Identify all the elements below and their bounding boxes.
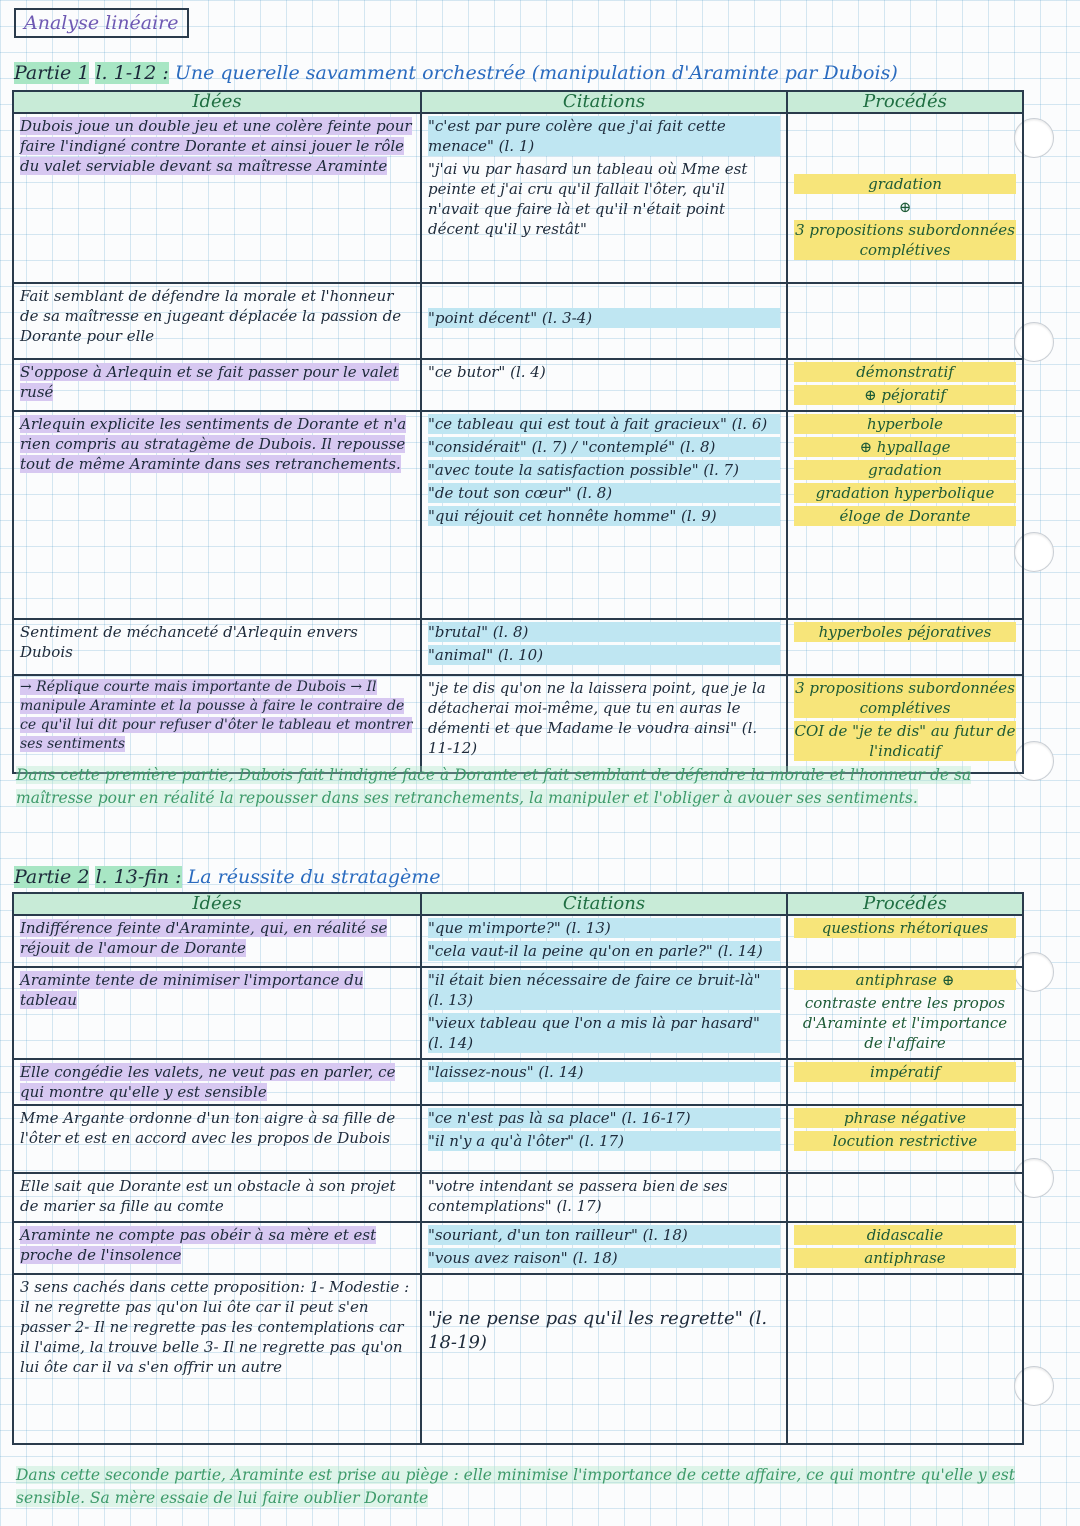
citation-cell: "que m'importe?" (l. 13) "cela vaut-il la peine qu'on en parle?" (l. 14) — [421, 915, 787, 967]
procede-cell: questions rhétoriques — [787, 915, 1023, 967]
page-title: Analyse linéaire — [14, 8, 189, 38]
part2-table — [12, 892, 1024, 1445]
table-header-row — [13, 893, 1023, 915]
table-row — [13, 967, 1023, 1059]
idea-cell: Arlequin explicite les sentiments de Dorante et n'a rien compris au stratagème de Dubois. Il repousse tout de même Araminte dans ses retranchements. — [13, 411, 421, 619]
table-row — [13, 915, 1023, 967]
citation-cell: "ce butor" (l. 4) — [421, 359, 787, 411]
procede-cell: gradation ⊕ 3 propositions subordonnées complétives — [787, 113, 1023, 283]
procede-cell — [787, 283, 1023, 359]
column-ideas: Idées — [13, 91, 421, 113]
citation-cell: "c'est par pure colère que j'ai fait cette menace" (l. 1) "j'ai vu par hasard un tableau où Mme est peinte et j'ai cru qu'il fallait l'ôter, qu'il n'avait que faire là et qu'il n'était point décent qu'il y restât" — [421, 113, 787, 283]
part1-heading — [14, 62, 898, 84]
table-row — [13, 1173, 1023, 1222]
citation-cell: "laissez-nous" (l. 14) — [421, 1059, 787, 1105]
citation-cell: "brutal" (l. 8) "animal" (l. 10) — [421, 619, 787, 675]
procede-cell: impératif — [787, 1059, 1023, 1105]
idea-cell: Sentiment de méchanceté d'Arlequin envers Dubois — [13, 619, 421, 675]
table-row — [13, 1059, 1023, 1105]
part1-label: Partie 1 — [14, 62, 90, 84]
idea-cell: Mme Argante ordonne d'un ton aigre à sa fille de l'ôter et est en accord avec les propos de Dubois — [13, 1105, 421, 1173]
table-header-row — [13, 91, 1023, 113]
procede-cell: démonstratif ⊕ péjoratif — [787, 359, 1023, 411]
procede-cell — [787, 1173, 1023, 1222]
part2-label: Partie 2 — [14, 866, 90, 888]
idea-cell: Elle sait que Dorante est un obstacle à son projet de marier sa fille au comte — [13, 1173, 421, 1222]
idea-cell: Fait semblant de défendre la morale et l'honneur de sa maîtresse en jugeant déplacée la passion de Dorante pour elle — [13, 283, 421, 359]
citation-cell: "souriant, d'un ton railleur" (l. 18) "vous avez raison" (l. 18) — [421, 1222, 787, 1274]
procede-cell — [787, 1274, 1023, 1444]
idea-cell: Indifférence feinte d'Araminte, qui, en réalité se réjouit de l'amour de Dorante — [13, 915, 421, 967]
citation-cell: "je te dis qu'on ne la laissera point, que je la détacherai moi-même, que tu en auras le démenti et que Madame le voudra ainsi" (l. 11-12) — [421, 675, 787, 773]
procede-cell: antiphrase ⊕ contraste entre les propos d'Araminte et l'importance de l'affaire — [787, 967, 1023, 1059]
part1-subtitle: Une querelle savamment orchestrée (manipulation d'Araminte par Dubois) — [174, 62, 898, 84]
column-citations: Citations — [421, 893, 787, 915]
idea-cell: → Réplique courte mais importante de Dubois → Il manipule Araminte et la pousse à faire le contraire de ce qu'il lui dit pour refuser d'ôter le tableau et montrer ses sentiments — [13, 675, 421, 773]
column-procedes: Procédés — [787, 91, 1023, 113]
part2-range: l. 13-fin : — [95, 866, 182, 888]
procede-cell: phrase négative locution restrictive — [787, 1105, 1023, 1173]
table-row — [13, 411, 1023, 619]
idea-cell: Araminte ne compte pas obéir à sa mère et est proche de l'insolence — [13, 1222, 421, 1274]
procede-cell: didascalie antiphrase — [787, 1222, 1023, 1274]
procede-cell: 3 propositions subordonnées complétives COI de "je te dis" au futur de l'indicatif — [787, 675, 1023, 773]
idea-cell: Araminte tente de minimiser l'importance du tableau — [13, 967, 421, 1059]
citation-cell: "je ne pense pas qu'il les regrette" (l. 18-19) — [421, 1274, 787, 1444]
table-row — [13, 283, 1023, 359]
table-row — [13, 1222, 1023, 1274]
citation-cell: "point décent" (l. 3-4) — [421, 283, 787, 359]
citation-cell: "ce n'est pas là sa place" (l. 16-17) "il n'y a qu'à l'ôter" (l. 17) — [421, 1105, 787, 1173]
table-row — [13, 1105, 1023, 1173]
citation-cell: "il était bien nécessaire de faire ce bruit-là" (l. 13) "vieux tableau que l'on a mis là par hasard" (l. 14) — [421, 967, 787, 1059]
citation-cell: "votre intendant se passera bien de ses contemplations" (l. 17) — [421, 1173, 787, 1222]
column-ideas: Idées — [13, 893, 421, 915]
table-row — [13, 359, 1023, 411]
procede-cell: hyperbole ⊕ hypallage gradation gradation hyperbolique éloge de Dorante — [787, 411, 1023, 619]
part2-subtitle: La réussite du stratagème — [187, 866, 441, 888]
idea-cell: Dubois joue un double jeu et une colère feinte pour faire l'indigné contre Dorante et ainsi jouer le rôle du valet serviable devant sa maîtresse Araminte — [13, 113, 421, 283]
table-row — [13, 619, 1023, 675]
idea-cell: Elle congédie les valets, ne veut pas en parler, ce qui montre qu'elle y est sensible — [13, 1059, 421, 1105]
idea-cell: S'oppose à Arlequin et se fait passer pour le valet rusé — [13, 359, 421, 411]
column-citations: Citations — [421, 91, 787, 113]
procede-cell: hyperboles péjoratives — [787, 619, 1023, 675]
table-row — [13, 113, 1023, 283]
table-row — [13, 1274, 1023, 1444]
idea-cell: 3 sens cachés dans cette proposition: 1- Modestie : il ne regrette pas qu'on lui ôte car il peut s'en passer 2- Il ne regrette pas les contemplations car il l'aime, la trouve belle 3- Il ne regrette pas qu'on lui ôte car il va s'en offrir un autre — [13, 1274, 421, 1444]
part1-conclusion: Dans cette première partie, Dubois fait l'indigné face à Dorante et fait semblant de défendre la morale et l'honneur de sa maîtresse pour en réalité la repousser dans ses retranchements, la manipuler et l'obliger à avouer ses sentiments. — [16, 766, 972, 807]
part1-range: l. 1-12 : — [95, 62, 169, 84]
citation-cell: "ce tableau qui est tout à fait gracieux" (l. 6) "considérait" (l. 7) / "contemplé" (l. 8) "avec toute la satisfaction possible" (l. 7) "de tout son cœur" (l. 8) "qui réjouit cet honnête homme" (l. 9) — [421, 411, 787, 619]
part1-table — [12, 90, 1024, 774]
part2-heading — [14, 866, 441, 888]
part2-conclusion: Dans cette seconde partie, Araminte est prise au piège : elle minimise l'importance de cette affaire, ce qui montre qu'elle y est sensible. Sa mère essaie de lui faire oublier Dorante — [16, 1466, 1015, 1507]
column-procedes: Procédés — [787, 893, 1023, 915]
table-row — [13, 675, 1023, 773]
